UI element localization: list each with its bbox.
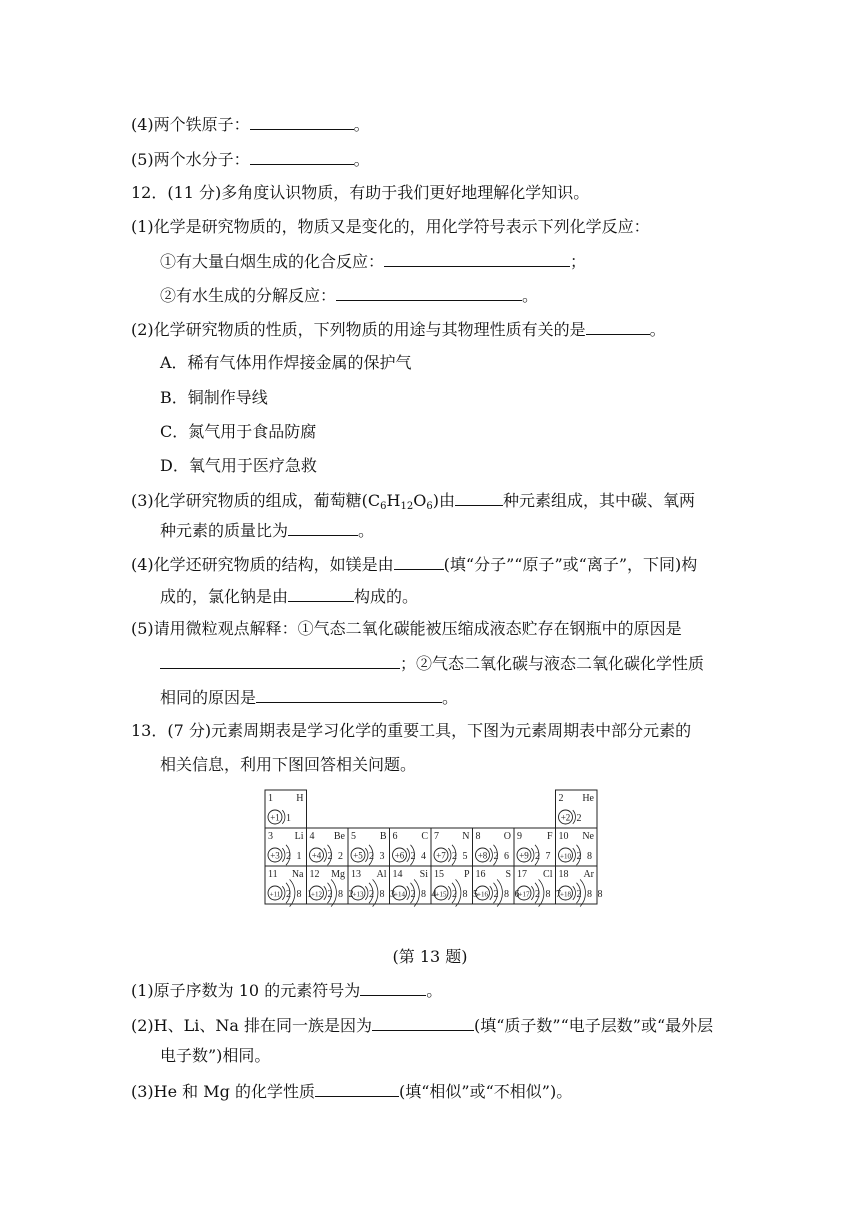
electron-shell-arc [531,848,534,862]
q12-part1b: ②有水生成的分解反应： 。 [160,286,539,305]
element-number: 9 [517,831,522,842]
electron-config: 2 8 4 [410,889,438,900]
answer-blank[interactable] [384,250,570,267]
electron-config: 2 7 [535,851,552,862]
electron-shell-arc [407,886,410,900]
electron-config: 2 8 1 [286,889,314,900]
nucleus-charge: +12 [311,890,322,899]
element-number: 3 [268,831,273,842]
q12-option-c: C．氮气用于食品防腐 [160,422,317,441]
element-symbol: Al [376,869,387,880]
electron-config: 1 [286,813,293,824]
element-cell-be [307,828,349,866]
element-symbol: Na [291,869,304,880]
electron-shell-arc [282,810,285,824]
element-symbol: Ar [583,869,594,880]
q13-part2-line2: 电子数”)相同。 [160,1046,271,1065]
element-symbol: Mg [331,869,345,880]
element-number: 13 [351,869,361,880]
q13-stem-line2: 相关信息，利用下图回答相关问题。 [160,755,417,774]
q12-part5-line2: ；②气态二氧化碳与液态二氧化碳化学性质 [160,652,760,675]
element-number: 7 [434,831,439,842]
q13-stem: 13．(7 分)元素周期表是学习化学的重要工具，下图为元素周期表中部分元素的 [131,721,692,740]
q12-option-b: B．铜制作导线 [160,388,268,407]
element-number: 8 [475,831,481,842]
element-cell-h [265,790,307,828]
element-cell-n [431,828,473,866]
element-number: 16 [475,869,486,880]
q12-part1: (1)化学是研究物质的，物质又是变化的，用化学符号表示下列化学反应： [131,217,650,236]
element-symbol: Ne [582,831,594,842]
answer-blank[interactable] [360,979,426,996]
element-symbol: B [379,831,387,842]
element-cell-o [473,828,515,866]
answer-blank[interactable] [455,489,503,506]
nucleus-charge: +8 [477,850,488,861]
answer-blank[interactable] [288,585,354,602]
electron-shell-arc [282,886,285,900]
electron-shell-arc [282,848,285,862]
element-number: 10 [558,831,569,842]
q12-part5: (5)请用微粒观点解释：①气态二氧化碳能被压缩成液态贮存在钢瓶中的原因是 [131,619,682,638]
nucleus-charge: +1 [270,812,280,823]
nucleus-charge: +4 [311,850,322,861]
electron-shell-arc [573,848,576,862]
nucleus-charge: +11 [269,890,281,899]
element-number: 18 [558,869,569,880]
element-symbol: He [582,793,594,804]
nucleus-charge: +5 [353,850,363,861]
nucleus-charge: +2 [560,812,571,823]
nucleus-charge: +9 [519,850,529,861]
electron-shell-arc [490,848,493,862]
answer-blank[interactable] [256,686,442,703]
electron-config: 2 8 5 [452,889,480,900]
q12-part4: (4)化学还研究物质的结构，如镁是由 (填“分子”“原子”或“离子”，下同)构 [131,555,698,574]
q12-part3-line2: 种元素的质量比为 。 [160,521,375,540]
electron-shell-arc [573,886,576,900]
q12-part2: (2)化学研究物质的性质，下列物质的用途与其物理性质有关的是 。 [131,320,666,339]
answer-blank[interactable] [315,1080,399,1097]
answer-blank[interactable] [336,284,522,301]
q12-part5-line3: 相同的原因是 。 [160,688,459,707]
element-symbol: O [503,831,511,842]
electron-config: 2 8 7 [535,889,563,900]
answer-blank[interactable] [586,318,650,335]
answer-blank[interactable] [250,113,354,130]
element-number: 6 [392,831,398,842]
electron-shell-arc [365,848,368,862]
q12-option-d: D．氧气用于医疗急救 [160,456,317,475]
nucleus-charge: +15 [435,890,447,899]
nucleus-charge: +6 [394,850,405,861]
electron-config: 2 8 [576,851,594,862]
q13-part2: (2)H、Li、Na 排在同一族是因为 (填“质子数”“电子层数”或“最外层 [131,1016,714,1035]
element-cell-ar [556,866,605,907]
answer-blank[interactable] [288,519,358,536]
element-cell-ne [556,828,598,866]
element-symbol: P [463,869,470,880]
element-symbol: N [462,831,470,842]
q12-stem: 12．(11 分)多角度认识物质，有助于我们更好地理解化学知识。 [131,183,590,202]
q11-part4: (4)两个铁原子： 。 [131,115,370,134]
electron-config: 2 8 6 [493,889,521,900]
element-number: 2 [558,793,564,804]
q12-part1a: ①有大量白烟生成的化合反应： ； [160,252,587,271]
electron-config: 2 8 3 [369,889,397,900]
periodic-table-figure [262,788,604,930]
element-symbol: Li [294,831,304,842]
electron-shell-arc [407,848,410,862]
electron-shell-arc [573,810,576,824]
element-number: 12 [309,869,320,880]
electron-shell-arc [324,886,327,900]
electron-shell-arc [365,886,368,900]
nucleus-charge: +17 [518,890,530,899]
element-number: 11 [268,869,278,880]
electron-config: 2 8 2 [327,889,355,900]
element-symbol: S [505,869,511,880]
element-symbol: Cl [543,869,553,880]
electron-shell-arc [531,886,534,900]
electron-shell-arc [448,848,451,862]
electron-shell-arc [324,848,327,862]
q12-part3: (3)化学研究物质的组成，葡萄糖$(C_6H_{12}O_6)$由 种元素组成，其中碳、氧两 [131,491,695,512]
element-symbol: C [421,831,428,842]
element-number: 4 [309,831,315,842]
nucleus-charge: +3 [270,850,280,861]
element-symbol: H [296,793,304,804]
nucleus-charge: +13 [352,890,364,899]
q11-part5: (5)两个水分子： 。 [131,150,370,169]
element-number: 5 [351,831,356,842]
electron-config: 2 8 8 [576,889,604,900]
element-symbol: Si [419,869,428,880]
electron-config: 2 [576,813,583,824]
element-number: 1 [268,793,273,804]
element-symbol: F [546,831,553,842]
element-number: 17 [517,869,527,880]
element-number: 15 [434,869,444,880]
element-symbol: Be [333,831,345,842]
element-cell-he [556,790,598,828]
figure-caption: (第 13 题) [392,947,468,966]
element-cell-f [514,828,556,866]
nucleus-charge: +14 [394,890,405,899]
q13-part1: (1)原子序数为 10 的元素符号为 。 [131,981,443,1000]
element-cell-c [390,828,432,866]
element-cell-li [265,828,307,866]
answer-blank[interactable] [250,148,354,165]
electron-config: 2 3 [369,851,386,862]
answer-blank[interactable] [394,553,444,570]
q12-part4-line2: 成的，氯化钠是由 构成的。 [160,587,419,606]
electron-shell-arc [448,886,451,900]
element-cell-b [348,828,390,866]
electron-shell-arc [490,886,493,900]
q12-option-a: A．稀有气体用作焊接金属的保护气 [160,353,412,372]
element-number: 14 [392,869,403,880]
electron-config: 2 1 [286,851,303,862]
electron-config: 2 4 [410,851,428,862]
nucleus-charge: +10 [560,852,571,861]
nucleus-charge: +7 [436,850,446,861]
answer-blank[interactable] [372,1014,474,1031]
electron-config: 2 6 [493,851,511,862]
nucleus-charge: +16 [477,890,488,899]
electron-config: 2 5 [452,851,469,862]
q13-part3: (3)He 和 Mg 的化学性质 (填“相似”或“不相似”)。 [131,1082,573,1101]
nucleus-charge: +18 [560,890,571,899]
answer-blank[interactable] [160,652,400,669]
electron-config: 2 2 [327,851,345,862]
